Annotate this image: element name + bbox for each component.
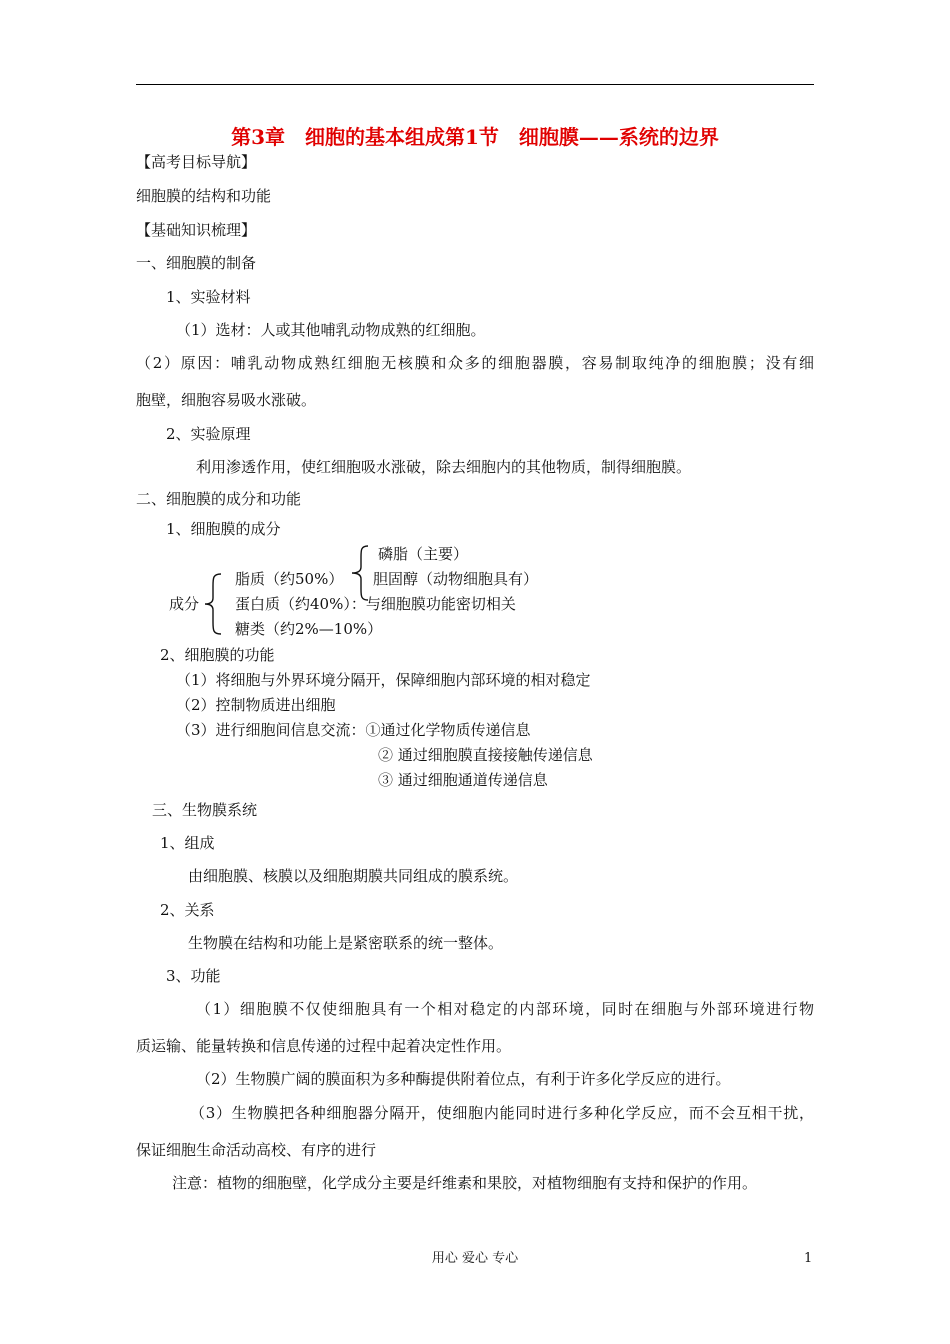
page-number: 1 xyxy=(804,1251,813,1266)
membrane-function-1-line-2: 质运输、能量转换和信息传递的过程中起着决定性作用。 xyxy=(136,1037,512,1055)
target-heading: 【高考目标导航】 xyxy=(136,153,257,171)
function-3: （3）进行细胞间信息交流：①通过化学物质传递信息 xyxy=(176,721,531,739)
function-3b: ② 通过细胞膜直接接触传递信息 xyxy=(378,746,593,764)
materials-heading: 1、实验材料 xyxy=(166,288,251,306)
target-text: 细胞膜的结构和功能 xyxy=(136,187,272,205)
diagram-sugar: 糖类（约2%—10%） xyxy=(235,620,383,638)
reason-line-1: （2）原因：哺乳动物成熟红细胞无核膜和众多的细胞器膜，容易制取纯净的细胞膜；没有细 xyxy=(136,354,814,372)
section2-heading: 二、细胞膜的成分和功能 xyxy=(136,490,302,508)
diagram-lipid: 脂质（约50%） xyxy=(235,570,344,588)
function-2: （2）控制物质进出细胞 xyxy=(176,696,336,714)
relation-heading: 2、关系 xyxy=(160,901,215,919)
diagram-protein: 蛋白质（约40%）：与细胞膜功能密切相关 xyxy=(235,595,516,613)
diagram-root-label: 成分 xyxy=(169,595,200,613)
section1-heading: 一、细胞膜的制备 xyxy=(136,254,257,272)
diagram-cholesterol: 胆固醇（动物细胞具有） xyxy=(373,570,539,588)
membrane-function-1-line-1: （1）细胞膜不仅使细胞具有一个相对稳定的内部环境，同时在细胞与外部环境进行物 xyxy=(196,1000,814,1018)
components-heading: 1、细胞膜的成分 xyxy=(166,520,281,538)
function-3c: ③ 通过细胞通道传递信息 xyxy=(378,771,548,789)
function-1: （1）将细胞与外界环境分隔开，保障细胞内部环境的相对稳定 xyxy=(176,671,591,689)
section3-function-heading: 3、功能 xyxy=(166,967,221,985)
membrane-function-3-line-2: 保证细胞生命活动高校、有序的进行 xyxy=(136,1141,377,1159)
function-heading: 2、细胞膜的功能 xyxy=(160,646,275,664)
page-title: 第3章 细胞的基本组成第1节 细胞膜——系统的边界 xyxy=(231,125,719,149)
membrane-function-2: （2）生物膜广阔的膜面积为多种酶提供附着位点，有利于许多化学反应的进行。 xyxy=(196,1070,731,1088)
selection-text: （1）选材：人或其他哺乳动物成熟的红细胞。 xyxy=(176,321,486,339)
left-brace-icon xyxy=(203,572,223,636)
composition-text: 由细胞膜、核膜以及细胞期膜共同组成的膜系统。 xyxy=(188,867,519,885)
basics-heading: 【基础知识梳理】 xyxy=(136,221,257,239)
principle-heading: 2、实验原理 xyxy=(166,425,251,443)
composition-heading: 1、组成 xyxy=(160,834,215,852)
relation-text: 生物膜在结构和功能上是紧密联系的统一整体。 xyxy=(188,934,504,952)
membrane-function-3-line-1: （3）生物膜把各种细胞器分隔开，使细胞内能同时进行多种化学反应，而不会互相干扰， xyxy=(190,1104,814,1122)
header-rule xyxy=(136,84,814,85)
diagram-phospholipid: 磷脂（主要） xyxy=(378,545,469,563)
section3-heading: 三、生物膜系统 xyxy=(152,801,258,819)
reason-line-2: 胞壁，细胞容易吸水涨破。 xyxy=(136,391,317,409)
principle-text: 利用渗透作用，使红细胞吸水涨破，除去细胞内的其他物质，制得细胞膜。 xyxy=(196,458,692,476)
footer-center: 用心 爱心 专心 xyxy=(431,1251,519,1266)
note-text: 注意：植物的细胞壁，化学成分主要是纤维素和果胶，对植物细胞有支持和保护的作用。 xyxy=(172,1174,758,1192)
